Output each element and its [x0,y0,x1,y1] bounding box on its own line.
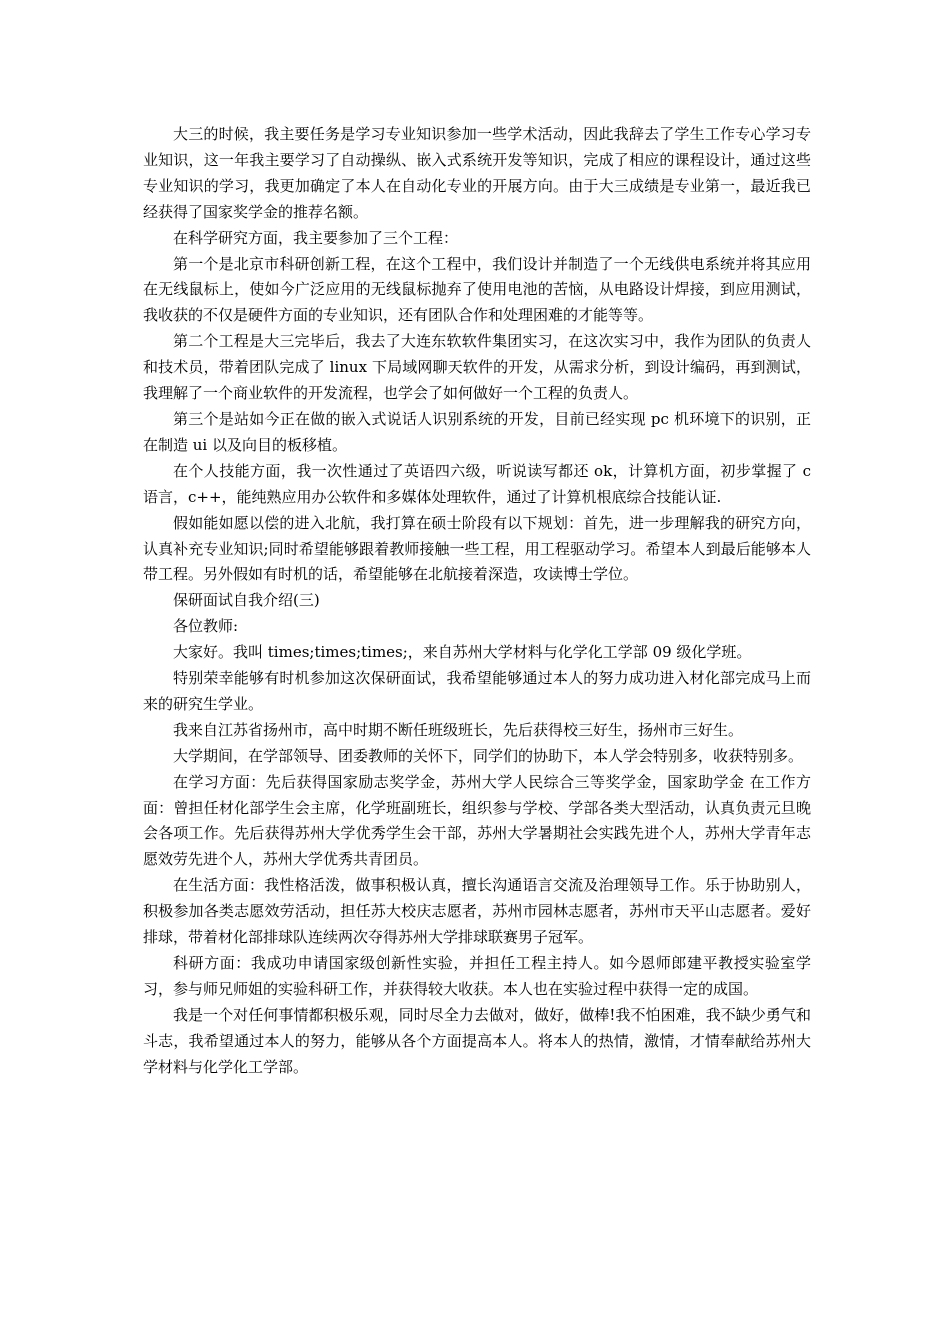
document-body [143,122,811,1081]
paragraph: 大三的时候，我主要任务是学习专业知识参加一些学术活动，因此我辞去了学生工作专心学习专业知识，这一年我主要学习了自动操纵、嵌入式系统开发等知识，完成了相应的课程设计，通过这些专业知识的学习，我更加确定了本人在自动化专业的开展方向。由于大三成绩是专业第一，最近我已经获得了国家奖学金的推荐名额。 [143,125,811,221]
paragraph: 特别荣幸能够有时机参加这次保研面试，我希望能够通过本人的努力成功进入材化部完成马上而来的研究生学业。 [143,669,811,713]
paragraph: 第一个是北京市科研创新工程，在这个工程中，我们设计并制造了一个无线供电系统并将其应用在无线鼠标上，使如今广泛应用的无线鼠标抛弃了使用电池的苦恼，从电路设计焊接，到应用测试，我收获的不仅是硬件方面的专业知识，还有团队合作和处理困难的才能等等。 [143,254,811,325]
paragraph: 在生活方面：我性格活泼，做事积极认真，擅长沟通语言交流及治理领导工作。乐于协助别人，积极参加各类志愿效劳活动，担任苏大校庆志愿者，苏州市园林志愿者，苏州市天平山志愿者。爱好排球，带着材化部排球队连续两次夺得苏州大学排球联赛男子冠军。 [143,876,811,947]
paragraph: 第三个是站如今正在做的嵌入式说话人识别系统的开发，目前已经实现 pc 机环境下的识别，正在制造 ui 以及向目的板移植。 [143,409,811,454]
salutation: 各位教师: [173,617,239,636]
paragraph: 在个人技能方面，我一次性通过了英语四六级，听说读写都还 ok，计算机方面，初步掌握了 c 语言，c++，能纯熟应用办公软件和多媒体处理软件，通过了计算机根底综合技能认证. [143,461,811,506]
paragraph: 在科学研究方面，我主要参加了三个工程： [173,228,459,247]
paragraph: 在学习方面：先后获得国家励志奖学金，苏州大学人民综合三等奖学金，国家助学金 在工作方面：曾担任材化部学生会主席，化学班副班长，组织参与学校、学部各类大型活动，认真负责元旦晚会各项工作。先后获得苏州大学优秀学生会干部，苏州大学暑期社会实践先进个人，苏州大学青年志愿效劳先进个人，苏州大学优秀共青团员。 [143,772,811,869]
paragraph: 科研方面：我成功申请国家级创新性实验，并担任工程主持人。如今恩师郎建平教授实验室学习，参与师兄师姐的实验科研工作，并获得较大收获。本人也在实验过程中获得一定的成国。 [143,954,811,998]
paragraph: 大家好。我叫 times;times;times;，来自苏州大学材料与化学化工学部 09 级化学班。 [173,643,752,662]
paragraph: 假如能如愿以偿的进入北航，我打算在硕士阶段有以下规划：首先，进一步理解我的研究方向，认真补充专业知识;同时希望能够跟着教师接触一些工程，用工程驱动学习。希望本人到最后能够本人带工程。另外假如有时机的话，希望能够在北航接着深造，攻读博士学位。 [143,513,811,584]
paragraph: 我来自江苏省扬州市，高中时期不断任班级班长，先后获得校三好生，扬州市三好生。 [173,720,744,739]
paragraph: 第二个工程是大三完毕后，我去了大连东软软件集团实习，在这次实习中，我作为团队的负责人和技术员，带着团队完成了 linux 下局域网聊天软件的开发，从需求分析，到设计编码，再到测试，我理解了一个商业软件的开发流程，也学会了如何做好一个工程的负责人。 [143,332,811,403]
paragraph: 大学期间，在学部领导、团委教师的关怀下，同学们的协助下，本人学会特别多，收获特别多。 [173,746,804,765]
paragraph: 我是一个对任何事情都积极乐观，同时尽全力去做对，做好，做棒!我不怕困难，我不缺少勇气和斗志，我希望通过本人的努力，能够从各个方面提高本人。将本人的热情，激情，才情奉献给苏州大学材料与化学化工学部。 [143,1005,811,1076]
section-title: 保研面试自我介绍(三) [173,591,320,610]
